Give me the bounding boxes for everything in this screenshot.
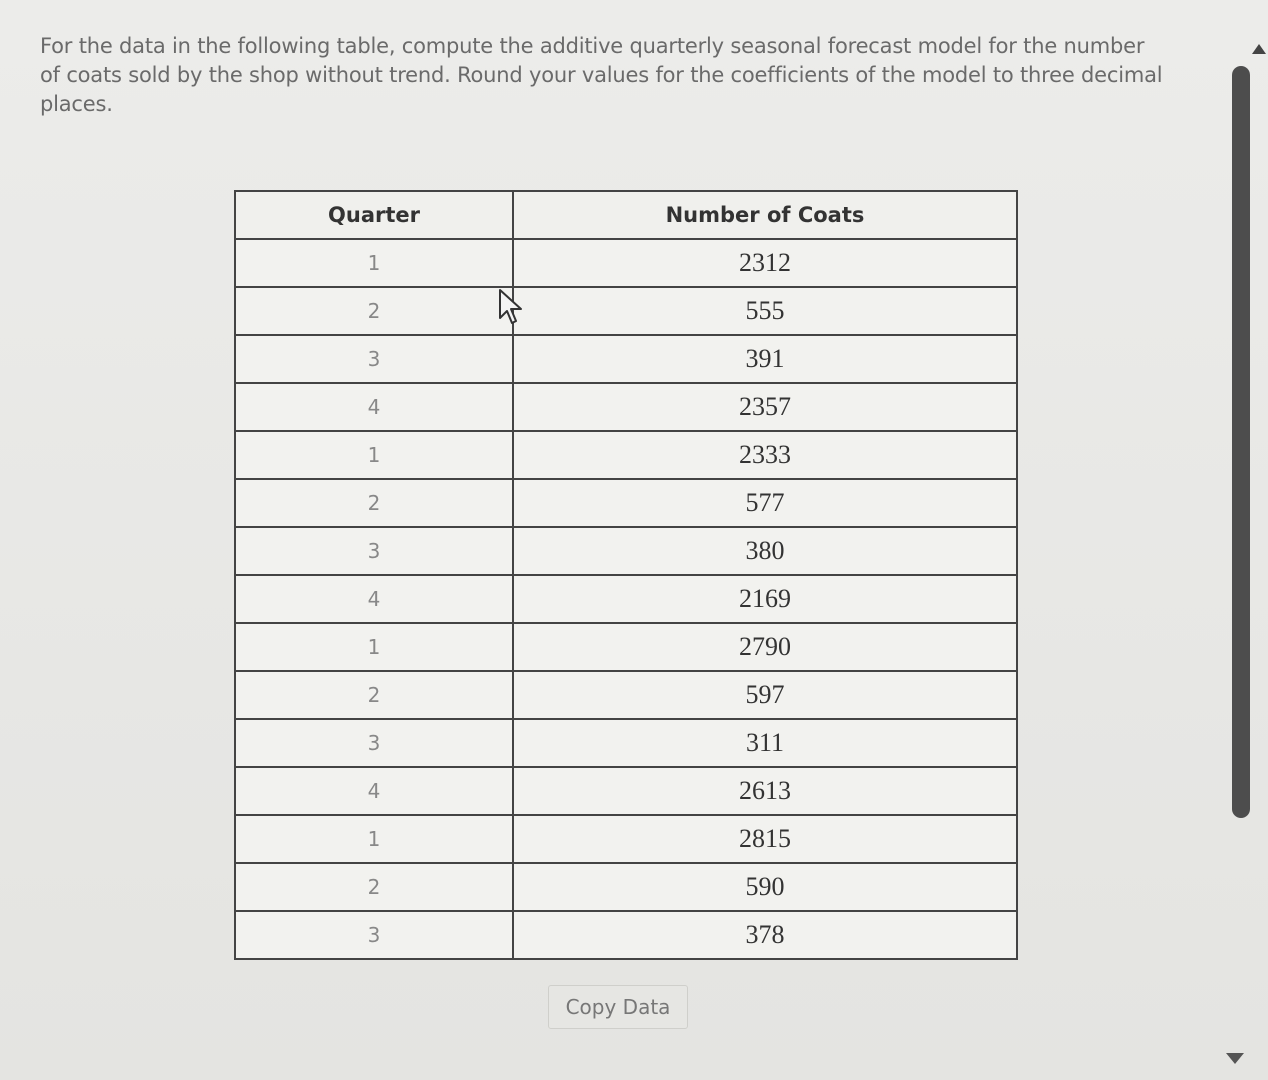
cell-quarter: 1	[235, 623, 513, 671]
cell-quarter: 2	[235, 479, 513, 527]
coats-data-table	[234, 190, 1018, 960]
table-row	[235, 671, 1017, 719]
scrollbar-thumb[interactable]	[1232, 66, 1250, 818]
table-row	[235, 815, 1017, 863]
cell-quarter: 3	[235, 911, 513, 959]
cell-number-of-coats: 311	[513, 719, 1017, 767]
cell-quarter: 4	[235, 767, 513, 815]
table-row	[235, 431, 1017, 479]
mouse-pointer-icon	[498, 288, 524, 326]
cell-number-of-coats: 2790	[513, 623, 1017, 671]
cell-number-of-coats: 2333	[513, 431, 1017, 479]
table-row	[235, 911, 1017, 959]
table-row	[235, 527, 1017, 575]
table-row	[235, 863, 1017, 911]
cell-number-of-coats: 2613	[513, 767, 1017, 815]
table-row	[235, 719, 1017, 767]
cell-number-of-coats: 577	[513, 479, 1017, 527]
table-row	[235, 383, 1017, 431]
scroll-down-arrow-icon[interactable]	[1226, 1053, 1244, 1064]
cell-number-of-coats: 590	[513, 863, 1017, 911]
table-row	[235, 623, 1017, 671]
cell-number-of-coats: 391	[513, 335, 1017, 383]
cell-quarter: 3	[235, 719, 513, 767]
scroll-up-arrow-icon[interactable]	[1252, 44, 1266, 54]
table-row	[235, 479, 1017, 527]
cell-number-of-coats: 2169	[513, 575, 1017, 623]
cell-number-of-coats: 2815	[513, 815, 1017, 863]
header-number-of-coats: Number of Coats	[513, 191, 1017, 239]
cell-quarter: 2	[235, 863, 513, 911]
cell-quarter: 1	[235, 239, 513, 287]
table-header-row	[235, 191, 1017, 239]
cell-number-of-coats: 597	[513, 671, 1017, 719]
cell-quarter: 1	[235, 431, 513, 479]
table-row	[235, 287, 1017, 335]
cell-quarter: 2	[235, 287, 513, 335]
cell-quarter: 1	[235, 815, 513, 863]
copy-data-button[interactable]: Copy Data	[548, 985, 688, 1029]
cell-number-of-coats: 555	[513, 287, 1017, 335]
table-row	[235, 575, 1017, 623]
cell-number-of-coats: 378	[513, 911, 1017, 959]
cell-quarter: 3	[235, 335, 513, 383]
table-row	[235, 239, 1017, 287]
question-text: For the data in the following table, compute the additive quarterly seasonal forecast model for the number of coats sold by the shop without trend. Round your values for the coefficients of the model to three decimal places.	[40, 34, 1163, 116]
cell-quarter: 4	[235, 383, 513, 431]
cell-quarter: 3	[235, 527, 513, 575]
header-quarter: Quarter	[235, 191, 513, 239]
table-body	[235, 239, 1017, 959]
cell-quarter: 2	[235, 671, 513, 719]
cell-number-of-coats: 380	[513, 527, 1017, 575]
cell-number-of-coats: 2312	[513, 239, 1017, 287]
table-row	[235, 335, 1017, 383]
cell-number-of-coats: 2357	[513, 383, 1017, 431]
table-row	[235, 767, 1017, 815]
cell-quarter: 4	[235, 575, 513, 623]
